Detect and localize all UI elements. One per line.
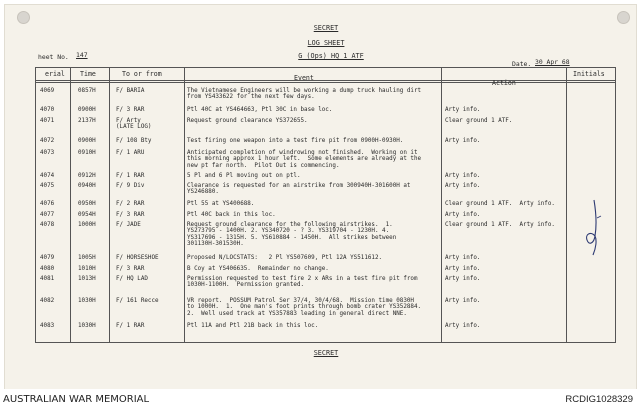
log-cell-serial: 4081 (40, 276, 55, 282)
date-label: Date. (512, 60, 532, 68)
column-header-serial: erial (45, 70, 65, 78)
log-cell-event: Ptl 11A and Ptl 21B back in this loc. (187, 323, 319, 329)
log-cell-time: 2137H (78, 118, 96, 124)
log-cell-to-from: F/ 108 Bty (116, 138, 152, 144)
handwritten-initial-mark (583, 198, 605, 258)
punch-hole (617, 11, 630, 24)
log-cell-action: Arty info. (445, 183, 481, 189)
column-header-event: Event (294, 74, 314, 82)
log-cell-serial: 4075 (40, 183, 55, 189)
log-cell-event: Proposed N/LOCSTATS: 2 Pl YS507609, Ptl 12A YS511612. (187, 255, 383, 261)
log-cell-to-from: F/ 9 Div (116, 183, 145, 189)
column-header-to-from: To or from (122, 70, 162, 78)
security-classification-top: SECRET (313, 24, 339, 32)
archive-footer (0, 389, 639, 409)
log-cell-to-from: F/ HQ LAD (116, 276, 148, 282)
log-cell-to-from: F/ 1 RAR (116, 173, 145, 179)
log-cell-time: 0950H (78, 201, 96, 207)
log-cell-serial: 4077 (40, 212, 55, 218)
log-cell-serial: 4070 (40, 107, 55, 113)
column-header-action: Action (492, 79, 516, 87)
log-cell-action: Arty info. (445, 173, 481, 179)
archive-name: AUSTRALIAN WAR MEMORIAL (3, 394, 150, 405)
log-cell-to-from: F/ 3 RAR (116, 212, 145, 218)
log-cell-action: Arty info. (445, 276, 481, 282)
log-cell-time: 1013H (78, 276, 96, 282)
document-title: LOG SHEET (307, 39, 345, 47)
log-cell-action: Arty info. (445, 266, 481, 272)
log-cell-time: 1000H (78, 222, 96, 228)
log-cell-to-from: F/ 2 RAR (116, 201, 145, 207)
log-cell-event: Permission requested to test fire 2 x ARs in a test fire pit from 1030H-1100H. Permission granted. (187, 276, 418, 289)
log-cell-time: 0954H (78, 212, 96, 218)
date-value: 30 Apr 68 (535, 58, 570, 66)
log-cell-event: Ptl 40C at YS464663, Ptl 30C in base loc. (187, 107, 333, 113)
log-cell-serial: 4082 (40, 298, 55, 304)
log-cell-action: Clear ground 1 ATF. Arty info. (445, 222, 555, 228)
log-cell-action: Clear ground 1 ATF. (445, 118, 513, 124)
log-cell-action: Arty info. (445, 212, 481, 218)
column-header-time: Time (80, 70, 96, 78)
log-cell-event: Ptl 40C back in this loc. (187, 212, 276, 218)
log-cell-event: Clearance is requested for an airstrike from 300940H-301600H at YS246880. (187, 183, 411, 196)
log-cell-to-from: F/ 1 RAR (116, 323, 145, 329)
log-cell-serial: 4076 (40, 201, 55, 207)
log-cell-action: Clear ground 1 ATF. Arty info. (445, 201, 555, 207)
log-cell-to-from: F/ Arty (LATE LOG) (116, 118, 152, 131)
log-cell-serial: 4069 (40, 88, 55, 94)
log-cell-time: 0857H (78, 88, 96, 94)
log-cell-action: Arty info. (445, 298, 481, 304)
log-cell-serial: 4071 (40, 118, 55, 124)
column-header-initials: Initials (573, 70, 605, 78)
log-cell-serial: 4072 (40, 138, 55, 144)
log-cell-time: 0900H (78, 138, 96, 144)
log-cell-to-from: F/ BARIA (116, 88, 145, 94)
punch-hole (17, 11, 30, 24)
log-cell-to-from: F/ HORSESHOE (116, 255, 159, 261)
log-cell-event: Anticipated completion of windrowing not finished. Working on it this morning approx 1 hour left. Some elements are already at the new pt far north. Pilot Out is commencing. (187, 150, 422, 169)
log-cell-event: The Vietnamese Engineers will be working a dump truck hauling dirt from YS433622 for the next few days. (187, 88, 422, 101)
log-cell-time: 0912H (78, 173, 96, 179)
log-cell-action: Arty info. (445, 107, 481, 113)
log-cell-time: 0940H (78, 183, 96, 189)
log-cell-event: B Coy at YS406635. Remainder no change. (187, 266, 329, 272)
log-cell-to-from: F/ 3 RAR (116, 107, 145, 113)
log-cell-action: Arty info. (445, 323, 481, 329)
log-cell-serial: 4079 (40, 255, 55, 261)
log-cell-serial: 4080 (40, 266, 55, 272)
security-classification-bottom: SECRET (313, 349, 339, 357)
log-cell-event: VR report. POSSUM Patrol Ser 37/4, 30/4/68. Mission time 0830H to 1000H. 1. One man's foot prints through bomb crater YS352884. 2. Well used track at YS357883 leading in general direct NNE. (187, 298, 422, 317)
log-cell-to-from: F/ JADE (116, 222, 141, 228)
log-cell-event: Request ground clearance YS372655. (187, 118, 308, 124)
log-cell-time: 1030H (78, 323, 96, 329)
log-cell-action: Arty info. (445, 255, 481, 261)
archive-reference: RCDIG1028329 (565, 394, 633, 405)
log-cell-time: 0900H (78, 107, 96, 113)
log-cell-event: Test firing one weapon into a test fire pit from 0900H-0930H. (187, 138, 404, 144)
log-cell-to-from: F/ 3 RAR (116, 266, 145, 272)
log-cell-to-from: F/ 161 Recce (116, 298, 159, 304)
log-cell-to-from: F/ 1 ARU (116, 150, 145, 156)
unit-name: G (Ops) HQ 1 ATF (298, 52, 364, 60)
log-cell-serial: 4073 (40, 150, 55, 156)
log-cell-action: Arty info. (445, 138, 481, 144)
log-cell-event: 5 Pl and 6 Pl moving out on ptl. (187, 173, 301, 179)
log-cell-serial: 4083 (40, 323, 55, 329)
log-cell-time: 1010H (78, 266, 96, 272)
sheet-number: 147 (76, 51, 88, 59)
log-cell-event: Ptl 55 at YS400688. (187, 201, 255, 207)
log-cell-event: Request ground clearance for the following airstrikes. 1. YS273795 - 1400H. 2. YS340720 - ? 3. YS319704 - 1230H. 4. YS317696 - 1315H. 5. YS610884 - 1450H. All strikes between 301130H-301530H. (187, 222, 397, 247)
log-cell-serial: 4078 (40, 222, 55, 228)
log-cell-time: 1005H (78, 255, 96, 261)
log-cell-time: 1030H (78, 298, 96, 304)
log-cell-serial: 4074 (40, 173, 55, 179)
sheet-number-label: heet No. (38, 53, 69, 61)
log-cell-time: 0910H (78, 150, 96, 156)
